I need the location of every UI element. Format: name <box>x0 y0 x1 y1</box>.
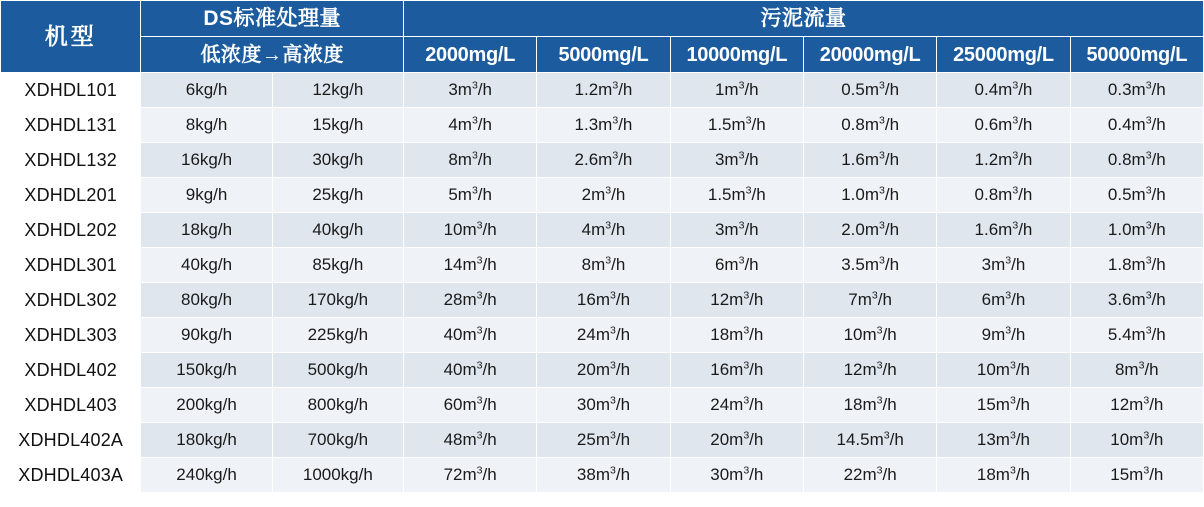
cell-flow-1: $8m^3/h$ <box>537 248 670 283</box>
cell-flow-3: $0.5m^3/h$ <box>803 73 936 108</box>
header-flow-unit-5: 50000mg/L <box>1070 37 1203 73</box>
cell-model: XDHDL201 <box>1 178 141 213</box>
cell-flow-5: $0.4m^3/h$ <box>1070 108 1203 143</box>
table-row <box>1 283 1204 318</box>
cell-flow-5: $0.8m^3/h$ <box>1070 143 1203 178</box>
cell-flow-5: $1.8m^3/h$ <box>1070 248 1203 283</box>
cell-flow-1: $1.3m^3/h$ <box>537 108 670 143</box>
cell-flow-0: $72m^3/h$ <box>403 458 536 493</box>
cell-model: XDHDL301 <box>1 248 141 283</box>
cell-flow-5: $8m^3/h$ <box>1070 353 1203 388</box>
cell-flow-5: $15m^3/h$ <box>1070 458 1203 493</box>
cell-flow-2: $6m^3/h$ <box>670 248 803 283</box>
cell-flow-0: $40m^3/h$ <box>403 353 536 388</box>
cell-ds-low: 6kg/h <box>141 73 272 108</box>
cell-ds-low: 40kg/h <box>141 248 272 283</box>
cell-ds-high: 800kg/h <box>272 388 403 423</box>
cell-flow-0: $48m^3/h$ <box>403 423 536 458</box>
cell-flow-3: $10m^3/h$ <box>803 318 936 353</box>
table-header <box>1 1 1204 73</box>
cell-model: XDHDL302 <box>1 283 141 318</box>
cell-model: XDHDL403 <box>1 388 141 423</box>
cell-flow-0: $4m^3/h$ <box>403 108 536 143</box>
cell-flow-0: $40m^3/h$ <box>403 318 536 353</box>
cell-model: XDHDL402A <box>1 423 141 458</box>
cell-ds-low: 8kg/h <box>141 108 272 143</box>
cell-flow-3: $12m^3/h$ <box>803 353 936 388</box>
cell-flow-4: $1.6m^3/h$ <box>937 213 1070 248</box>
cell-flow-2: $3m^3/h$ <box>670 143 803 178</box>
cell-ds-low: 150kg/h <box>141 353 272 388</box>
cell-flow-4: $0.8m^3/h$ <box>937 178 1070 213</box>
header-ds-sub: 低浓度→高浓度 <box>141 37 404 73</box>
header-flow-unit-0: 2000mg/L <box>403 37 536 73</box>
cell-flow-5: $0.3m^3/h$ <box>1070 73 1203 108</box>
cell-flow-5: $0.5m^3/h$ <box>1070 178 1203 213</box>
header-flow-unit-3: 20000mg/L <box>803 37 936 73</box>
cell-flow-5: $10m^3/h$ <box>1070 423 1203 458</box>
cell-flow-0: $10m^3/h$ <box>403 213 536 248</box>
cell-flow-1: $24m^3/h$ <box>537 318 670 353</box>
cell-model: XDHDL132 <box>1 143 141 178</box>
cell-flow-5: $12m^3/h$ <box>1070 388 1203 423</box>
cell-flow-4: $0.6m^3/h$ <box>937 108 1070 143</box>
cell-flow-2: $1.5m^3/h$ <box>670 178 803 213</box>
cell-flow-1: $30m^3/h$ <box>537 388 670 423</box>
cell-flow-4: $18m^3/h$ <box>937 458 1070 493</box>
cell-ds-low: 180kg/h <box>141 423 272 458</box>
cell-ds-high: 225kg/h <box>272 318 403 353</box>
table-body <box>1 73 1204 493</box>
cell-flow-4: $9m^3/h$ <box>937 318 1070 353</box>
cell-flow-3: $1.6m^3/h$ <box>803 143 936 178</box>
cell-flow-3: $3.5m^3/h$ <box>803 248 936 283</box>
cell-flow-2: $30m^3/h$ <box>670 458 803 493</box>
cell-flow-0: $3m^3/h$ <box>403 73 536 108</box>
table-row <box>1 388 1204 423</box>
header-row-bottom <box>1 37 1204 73</box>
cell-ds-high: 170kg/h <box>272 283 403 318</box>
cell-flow-4: $6m^3/h$ <box>937 283 1070 318</box>
cell-ds-high: 30kg/h <box>272 143 403 178</box>
cell-flow-5: $3.6m^3/h$ <box>1070 283 1203 318</box>
cell-flow-3: $2.0m^3/h$ <box>803 213 936 248</box>
cell-ds-low: 9kg/h <box>141 178 272 213</box>
cell-flow-2: $1.5m^3/h$ <box>670 108 803 143</box>
table-row <box>1 143 1204 178</box>
cell-flow-1: $16m^3/h$ <box>537 283 670 318</box>
header-ds-group: DS标准处理量 <box>141 1 404 37</box>
table-row <box>1 213 1204 248</box>
header-flow-group: 污泥流量 <box>403 1 1203 37</box>
cell-flow-2: $20m^3/h$ <box>670 423 803 458</box>
cell-ds-high: 12kg/h <box>272 73 403 108</box>
header-model: 机型 <box>1 1 141 73</box>
cell-ds-high: 15kg/h <box>272 108 403 143</box>
cell-ds-high: 1000kg/h <box>272 458 403 493</box>
cell-ds-low: 18kg/h <box>141 213 272 248</box>
cell-ds-low: 200kg/h <box>141 388 272 423</box>
table-row <box>1 458 1204 493</box>
table-row <box>1 73 1204 108</box>
cell-flow-1: $20m^3/h$ <box>537 353 670 388</box>
cell-flow-4: $10m^3/h$ <box>937 353 1070 388</box>
cell-model: XDHDL303 <box>1 318 141 353</box>
cell-ds-low: 90kg/h <box>141 318 272 353</box>
cell-ds-high: 40kg/h <box>272 213 403 248</box>
cell-flow-4: $3m^3/h$ <box>937 248 1070 283</box>
header-flow-unit-2: 10000mg/L <box>670 37 803 73</box>
cell-flow-0: $14m^3/h$ <box>403 248 536 283</box>
cell-ds-low: 80kg/h <box>141 283 272 318</box>
cell-model: XDHDL131 <box>1 108 141 143</box>
cell-flow-2: $24m^3/h$ <box>670 388 803 423</box>
table-row <box>1 108 1204 143</box>
header-row-top <box>1 1 1204 37</box>
cell-flow-1: $38m^3/h$ <box>537 458 670 493</box>
table-row <box>1 353 1204 388</box>
cell-model: XDHDL202 <box>1 213 141 248</box>
cell-flow-4: $13m^3/h$ <box>937 423 1070 458</box>
cell-flow-3: $22m^3/h$ <box>803 458 936 493</box>
header-flow-unit-1: 5000mg/L <box>537 37 670 73</box>
cell-flow-2: $18m^3/h$ <box>670 318 803 353</box>
cell-model: XDHDL403A <box>1 458 141 493</box>
cell-flow-4: $0.4m^3/h$ <box>937 73 1070 108</box>
cell-model: XDHDL101 <box>1 73 141 108</box>
cell-flow-3: $14.5m^3/h$ <box>803 423 936 458</box>
cell-flow-1: $2m^3/h$ <box>537 178 670 213</box>
cell-ds-high: 25kg/h <box>272 178 403 213</box>
cell-flow-0: $8m^3/h$ <box>403 143 536 178</box>
table-row <box>1 318 1204 353</box>
cell-flow-2: $3m^3/h$ <box>670 213 803 248</box>
cell-flow-1: $25m^3/h$ <box>537 423 670 458</box>
cell-flow-3: $18m^3/h$ <box>803 388 936 423</box>
cell-flow-4: $1.2m^3/h$ <box>937 143 1070 178</box>
cell-model: XDHDL402 <box>1 353 141 388</box>
table-row <box>1 423 1204 458</box>
cell-ds-high: 85kg/h <box>272 248 403 283</box>
cell-flow-0: $60m^3/h$ <box>403 388 536 423</box>
cell-ds-high: 500kg/h <box>272 353 403 388</box>
cell-flow-3: $1.0m^3/h$ <box>803 178 936 213</box>
header-flow-unit-4: 25000mg/L <box>937 37 1070 73</box>
cell-flow-2: $12m^3/h$ <box>670 283 803 318</box>
cell-flow-3: $7m^3/h$ <box>803 283 936 318</box>
cell-flow-0: $5m^3/h$ <box>403 178 536 213</box>
cell-ds-low: 16kg/h <box>141 143 272 178</box>
cell-ds-low: 240kg/h <box>141 458 272 493</box>
cell-flow-5: $5.4m^3/h$ <box>1070 318 1203 353</box>
cell-flow-4: $15m^3/h$ <box>937 388 1070 423</box>
cell-flow-1: $1.2m^3/h$ <box>537 73 670 108</box>
cell-flow-1: $2.6m^3/h$ <box>537 143 670 178</box>
cell-flow-5: $1.0m^3/h$ <box>1070 213 1203 248</box>
cell-flow-2: $16m^3/h$ <box>670 353 803 388</box>
cell-flow-0: $28m^3/h$ <box>403 283 536 318</box>
cell-flow-3: $0.8m^3/h$ <box>803 108 936 143</box>
cell-ds-high: 700kg/h <box>272 423 403 458</box>
table-row <box>1 178 1204 213</box>
cell-flow-1: $4m^3/h$ <box>537 213 670 248</box>
table-row <box>1 248 1204 283</box>
cell-flow-2: $1m^3/h$ <box>670 73 803 108</box>
